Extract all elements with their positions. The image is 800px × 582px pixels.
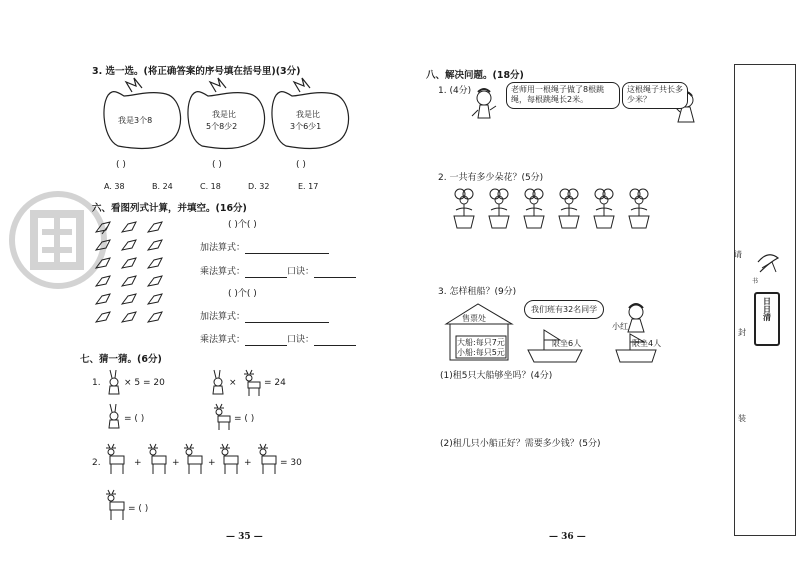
equation-2: = 24 [264,378,286,388]
answer-rabbit[interactable]: = ( ) [124,414,145,424]
teacher-bubble: 老师用一根绳子做了8根跳绳，每根跳绳长2米。 [506,82,620,109]
equation-1: × 5 = 20 [124,378,165,388]
plus-3: + [208,458,216,468]
q7-line1-number: 1. [92,378,101,388]
apple-3-text-2: 3个6少1 [290,122,322,131]
brand-logo-text: 日日清 [762,297,772,321]
answer-deer[interactable]: = ( ) [234,414,255,424]
add-label-1: 加法算式： [200,243,246,253]
answer-fawn[interactable]: = ( ) [128,504,149,514]
big-boat-capacity: 限坐6人 [552,339,582,348]
apple-2-text-2: 5个8少2 [206,122,238,131]
question-bubble: 这根绳子共长多少米？ [622,82,688,109]
option-d: D. 32 [248,182,270,191]
rhyme-label-1: 口诀： [287,267,315,277]
apple-3-text-1: 我是比 [296,110,320,119]
option-e: E. 17 [298,182,319,191]
answer-blank-2[interactable]: ( ) [212,160,222,170]
rhyme-label-2: 口诀： [287,335,315,345]
option-a: A. 38 [104,182,125,191]
binding-char-1: 请 [734,250,742,259]
add-label-2: 加法算式： [200,312,246,322]
page-number-right: — 36 — [549,532,586,542]
section-8-title: 八、解决问题。(18分) [426,70,524,81]
page-number-left: — 35 — [226,532,263,542]
equation-2-times: × [229,378,237,388]
answer-blank-1[interactable]: ( ) [116,160,126,170]
q7-title: 七、猜一猜。(6分) [80,354,162,365]
sub-question-1: (1)租5只大船够坐吗？(4分) [440,371,553,381]
q6-title: 六、看图列式计算，并填空。(16分) [92,203,247,214]
ticket-price-big: 大船:每只7元 [457,338,505,347]
brand-small-text: 书 [752,278,759,285]
equation-3: = 30 [280,458,302,468]
problem-2-label: 2. 一共有多少朵花？(5分) [438,173,544,183]
answer-blank-3[interactable]: ( ) [296,160,306,170]
ticket-booth-title: 售票处 [462,314,486,323]
ticket-price-small: 小船:每只5元 [457,348,505,357]
student-speech-bubble: 我们班有32名同学 [524,300,604,319]
option-c: C. 18 [200,182,221,191]
q7-line2-number: 2. [92,458,101,468]
mul-label-1: 乘法算式： [200,267,246,277]
count-line-1[interactable]: ( )个( ) [228,220,257,230]
mul-label-2: 乘法算式： [200,335,246,345]
binding-char-3: 装 [738,414,746,423]
apple-1-text: 我是3个8 [118,116,153,125]
option-b: B. 24 [152,182,173,191]
speaker-name: 小红 [612,322,628,331]
sub-question-2: (2)租几只小船正好？需要多少钱？(5分) [440,439,601,449]
plus-1: + [134,458,142,468]
plus-2: + [172,458,180,468]
problem-3-label: 3. 怎样租船？(9分) [438,287,517,297]
apple-2-text-1: 我是比 [212,110,236,119]
count-line-2[interactable]: ( )个( ) [228,289,257,299]
small-boat-capacity: 限坐4人 [632,339,662,348]
q3-title: 3. 选一选。(将正确答案的序号填在括号里)(3分) [92,66,301,77]
problem-1-label: 1. (4分) [438,86,472,96]
binding-char-2: 封 [738,328,746,337]
plus-4: + [244,458,252,468]
